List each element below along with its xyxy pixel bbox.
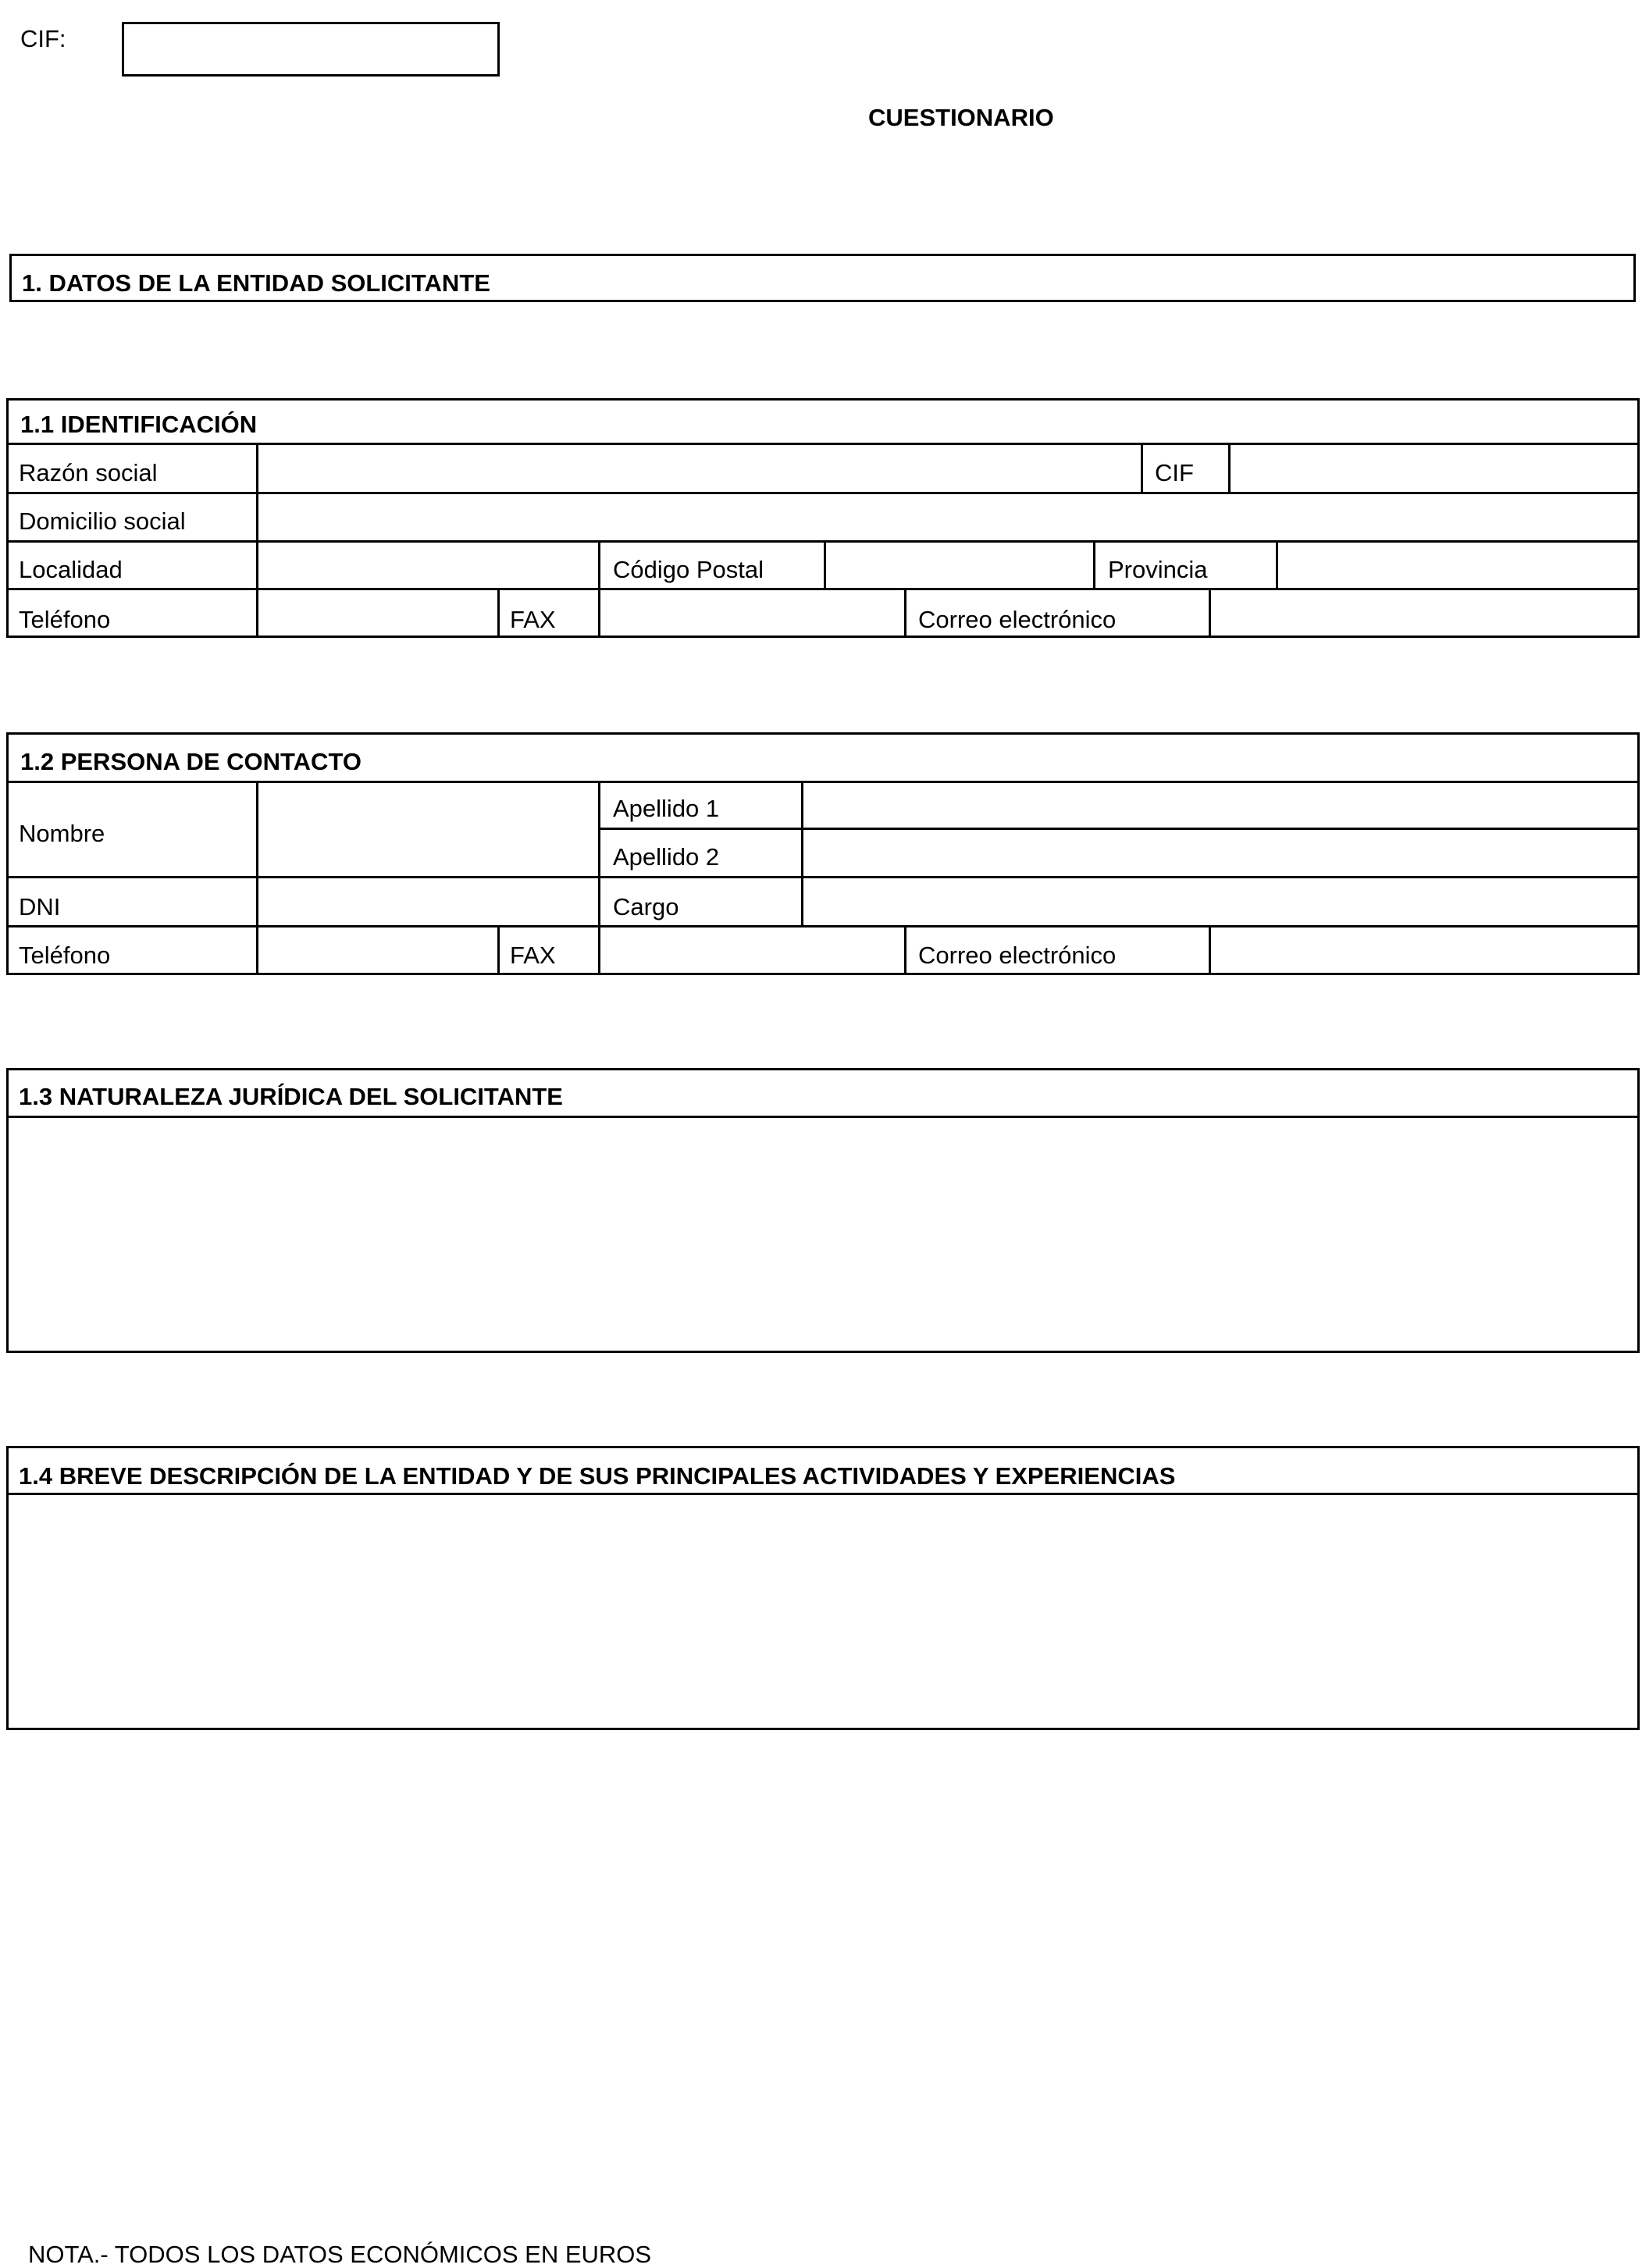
naturaleza-textarea[interactable] (10, 1120, 1637, 1350)
divider (1228, 443, 1231, 492)
cif-field-input[interactable] (1232, 447, 1637, 490)
divider (1276, 540, 1278, 588)
contacto-fax-label: FAX (510, 942, 556, 969)
divider (6, 1493, 1640, 1495)
divider (1141, 443, 1143, 492)
divider (1209, 588, 1211, 638)
descripcion-textarea[interactable] (10, 1497, 1637, 1727)
naturaleza-title: 1.3 NATURALEZA JURÍDICA DEL SOLICITANTE (19, 1083, 563, 1110)
divider (256, 781, 258, 975)
divider (497, 925, 500, 975)
divider (6, 492, 1640, 494)
divider (6, 925, 1640, 927)
contacto-telefono-label: Teléfono (19, 942, 111, 969)
apellido1-input[interactable] (805, 785, 1637, 826)
nota-footer: NOTA.- TODOS LOS DATOS ECONÓMICOS EN EUROS (28, 2241, 652, 2268)
provincia-input[interactable] (1280, 544, 1637, 586)
apellido2-label: Apellido 2 (613, 843, 720, 871)
page-title: CUESTIONARIO (868, 104, 1054, 131)
divider (598, 828, 1640, 830)
divider (6, 588, 1640, 590)
contacto-title: 1.2 PERSONA DE CONTACTO (20, 748, 362, 775)
divider (904, 588, 906, 638)
divider (256, 443, 258, 638)
descripcion-title: 1.4 BREVE DESCRIPCIÓN DE LA ENTIDAD Y DE SUS PRINCIPALES ACTIVIDADES Y EXPERIENCIAS (19, 1462, 1176, 1490)
divider (1093, 540, 1095, 588)
cargo-input[interactable] (805, 880, 1637, 924)
codigo-postal-label: Código Postal (613, 556, 764, 583)
divider (801, 781, 803, 925)
correo-label: Correo electrónico (918, 606, 1117, 633)
localidad-input[interactable] (260, 544, 597, 586)
fax-label: FAX (510, 606, 556, 633)
localidad-label: Localidad (19, 556, 123, 583)
divider (497, 588, 500, 638)
domicilio-social-label: Domicilio social (19, 507, 186, 535)
identificacion-title: 1.1 IDENTIFICACIÓN (20, 411, 258, 438)
correo-input[interactable] (1213, 592, 1637, 636)
provincia-label: Provincia (1108, 556, 1208, 583)
fax-input[interactable] (602, 592, 903, 636)
divider (6, 781, 1640, 783)
apellido1-label: Apellido 1 (613, 795, 720, 822)
cif-field-label: CIF (1155, 459, 1194, 486)
section-1-title: 1. DATOS DE LA ENTIDAD SOLICITANTE (22, 269, 490, 297)
divider (6, 876, 1640, 878)
contacto-telefono-input[interactable] (260, 929, 496, 974)
domicilio-social-input[interactable] (260, 496, 1637, 539)
telefono-input[interactable] (260, 592, 496, 636)
contacto-correo-label: Correo electrónico (918, 942, 1117, 969)
divider (6, 443, 1640, 445)
nombre-input[interactable] (260, 785, 597, 874)
apellido2-input[interactable] (805, 831, 1637, 874)
dni-label: DNI (19, 893, 61, 920)
divider (824, 540, 826, 588)
divider (6, 1116, 1640, 1118)
divider (598, 540, 600, 638)
divider (598, 781, 600, 975)
cif-label: CIF: (20, 25, 66, 52)
nombre-label: Nombre (19, 820, 105, 847)
cif-input[interactable] (125, 25, 497, 73)
telefono-label: Teléfono (19, 606, 111, 633)
cargo-label: Cargo (613, 893, 679, 920)
dni-input[interactable] (260, 880, 597, 924)
razon-social-input[interactable] (260, 447, 1139, 490)
divider (1209, 925, 1211, 975)
divider (904, 925, 906, 975)
contacto-fax-input[interactable] (602, 929, 903, 974)
divider (6, 540, 1640, 543)
contacto-correo-input[interactable] (1213, 929, 1637, 974)
codigo-postal-input[interactable] (828, 544, 1092, 586)
razon-social-label: Razón social (19, 459, 158, 486)
